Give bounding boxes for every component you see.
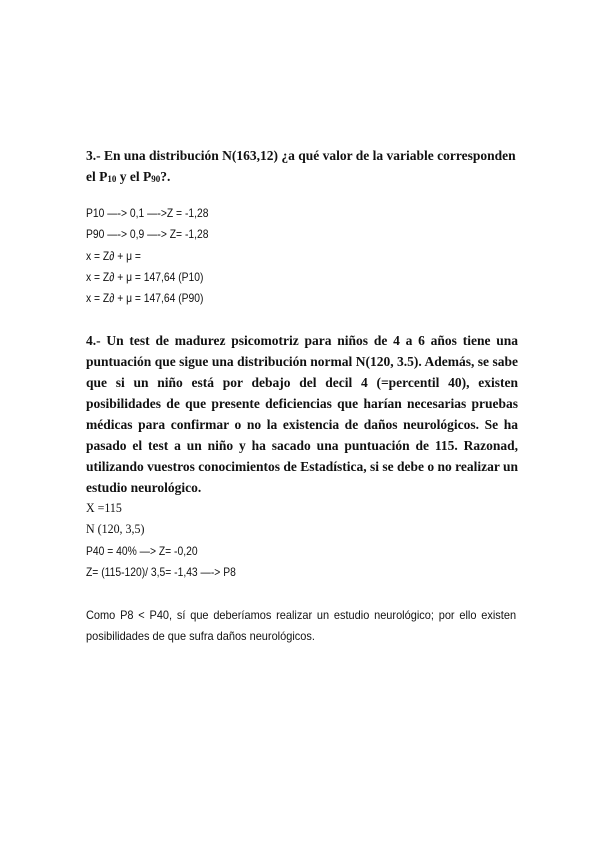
question-3-title xyxy=(86,145,516,189)
question-3-text-part2: y el P xyxy=(116,169,152,184)
answer-4-line-1: X =115 xyxy=(86,500,122,515)
question-3-text-part1: 3.- En una distribución N(163,12) ¿a qué valor de la variable corresponden el P xyxy=(86,148,516,184)
answer-3-line-5: x = Z∂ + μ = 147,64 (P90) xyxy=(86,291,204,305)
answer-3-line-3: x = Z∂ + μ = xyxy=(86,249,141,263)
question-4-title: 4.- Un test de madurez psicomotriz para niños de 4 a 6 años tiene una puntuación que sigue una distribución normal N(120, 3.5). Además, se sabe que si un niño está por debajo del decil 4 (=percentil 40), existen posibilidades de que presente deficiencias que harían necesarias pruebas médicas para confirmar o no la existencia de daños neurológicos. Se ha pasado el test a un niño y ha sacado una puntuación de 115. Razonad, utilizando vuestros conocimientos de Estadística, si se debe o no realizar un estudio neurológico. xyxy=(86,333,519,495)
answer-3-line-4: x = Z∂ + μ = 147,64 (P10) xyxy=(86,270,204,284)
answer-4-line-4: Z= (115-120)/ 3,5= -1,43 —-> P8 xyxy=(86,565,236,579)
question-3-text-part3: ?. xyxy=(160,169,171,184)
question-3-subscript-90: 90 xyxy=(151,174,161,184)
answer-3-line-2: P90 —-> 0,9 —-> Z= -1,28 xyxy=(86,227,209,241)
answer-3-line-1: P10 —-> 0,1 —->Z = -1,28 xyxy=(86,206,209,220)
question-3-subscript-10: 10 xyxy=(107,174,117,184)
answer-4-conclusion: Como P8 < P40, sí que deberíamos realizar un estudio neurológico; por ello existen posibilidades de que sufra daños neurológicos. xyxy=(86,608,517,643)
answer-4-line-2: N (120, 3,5) xyxy=(86,521,145,536)
answer-4-line-3: P40 = 40% —> Z= -0,20 xyxy=(86,544,198,558)
